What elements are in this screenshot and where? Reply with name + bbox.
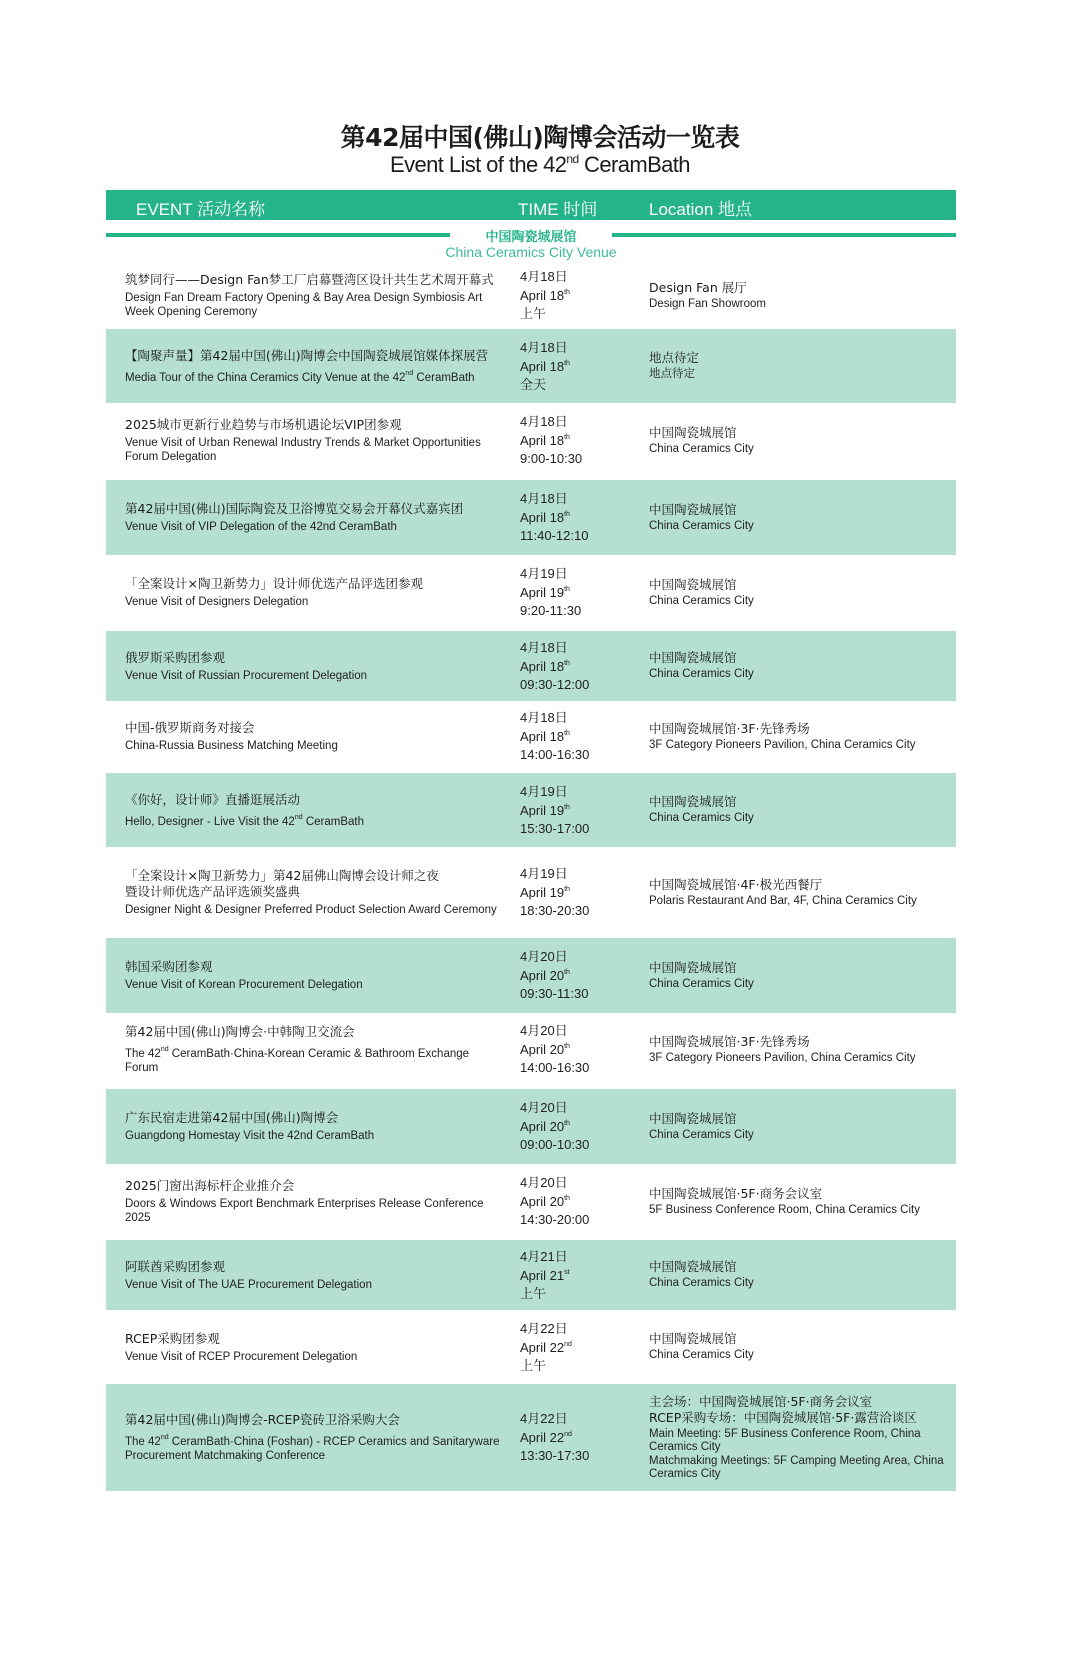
event-location-en: China Ceramics City xyxy=(649,519,754,532)
event-time: 09:00-10:30 xyxy=(520,1137,590,1152)
event-name-cn: 「全案设计×陶卫新势力」设计师优选产品评选团参观 xyxy=(125,576,423,591)
event-location-cell xyxy=(649,405,949,476)
event-name-cell xyxy=(125,1089,505,1164)
event-name-cn: 2025门窗出海标杆企业推介会 xyxy=(125,1178,295,1193)
event-row xyxy=(106,480,956,555)
event-date-en xyxy=(520,1427,630,1446)
event-time-cell xyxy=(520,1089,630,1164)
date-en-text: April 21 xyxy=(520,1267,565,1283)
event-name-cell xyxy=(125,703,505,770)
event-location-cell xyxy=(649,480,949,555)
event-name-cn: 第42届中国(佛山)陶博会·中韩陶卫交流会 xyxy=(125,1024,355,1039)
event-time-cell xyxy=(520,1166,630,1237)
date-en-text: April 18 xyxy=(520,729,565,744)
event-time: 11:40-12:10 xyxy=(520,528,589,543)
event-name-cn: 《你好，设计师》直播逛展活动 xyxy=(125,791,301,807)
event-name-cell xyxy=(125,631,505,701)
event-name-cn: 筑梦同行——Design Fan梦工厂启幕暨湾区设计共生艺术周开幕式 xyxy=(125,272,494,287)
event-name-cell xyxy=(125,938,505,1013)
event-time-cell xyxy=(520,631,630,701)
event-name-en xyxy=(125,1129,505,1143)
event-row xyxy=(106,938,956,1013)
event-location-en: China Ceramics City xyxy=(649,1128,754,1141)
event-name-cn-line2: 暨设计师优选产品评选颁奖盛典 xyxy=(125,884,301,899)
event-location-en: China Ceramics City xyxy=(649,977,754,990)
date-ordinal: th xyxy=(564,969,570,976)
event-date-cn: 4月18日 xyxy=(520,269,568,284)
event-name-en xyxy=(125,1278,505,1292)
event-location-cn: 中国陶瓷城展馆 xyxy=(649,1259,737,1275)
event-name-cn: 第42届中国(佛山)国际陶瓷及卫浴博览交易会开幕仪式嘉宾团 xyxy=(125,501,464,516)
event-location-en: China Ceramics City xyxy=(649,812,754,825)
event-name-cell xyxy=(125,1166,505,1237)
ordinal-suffix: nd xyxy=(160,1434,169,1441)
event-name-en-text: Venue Visit of RCEP Procurement Delegation xyxy=(125,1350,358,1363)
date-ordinal: th xyxy=(564,359,570,367)
event-location-cell xyxy=(649,264,949,327)
date-en-text: April 19 xyxy=(520,885,565,900)
event-date-en xyxy=(520,656,630,675)
event-row xyxy=(106,703,956,770)
event-name-en-text: Media Tour of the China Ceramics City Venue at the 42 xyxy=(125,371,406,384)
event-location-cell xyxy=(649,938,949,1013)
header-time: TIME 时间 xyxy=(518,200,598,219)
date-en-text: April 18 xyxy=(520,288,565,303)
event-name-cn: RCEP采购团参观 xyxy=(125,1330,220,1346)
date-en-text: April 20 xyxy=(520,968,565,983)
event-location-cell xyxy=(649,1384,949,1491)
event-location-cn: 中国陶瓷城展馆 xyxy=(649,501,737,517)
event-name-cell xyxy=(125,1014,505,1085)
event-name-en-tail: CeramBath xyxy=(413,371,475,384)
date-ordinal: th xyxy=(564,659,570,667)
event-location-cell xyxy=(649,849,949,936)
date-ordinal: th xyxy=(564,886,570,893)
event-location-cell xyxy=(649,631,949,701)
event-location-cn: 中国陶瓷城展馆 xyxy=(649,576,737,592)
event-name-en-text: Designer Night & Designer Preferred Product Selection Award Ceremony xyxy=(125,904,497,916)
event-location-en: 3F Category Pioneers Pavilion, China Ceramics City xyxy=(649,1051,916,1064)
event-date-en xyxy=(520,1337,630,1356)
date-ordinal: nd xyxy=(564,1340,572,1348)
event-name-en xyxy=(125,978,505,992)
date-ordinal: th xyxy=(564,434,570,441)
event-name-cell xyxy=(125,849,505,936)
event-time: 上午 xyxy=(520,306,547,321)
event-row xyxy=(106,1089,956,1164)
event-row xyxy=(106,1014,956,1085)
event-time-cell xyxy=(520,1014,630,1085)
event-date-en xyxy=(520,1039,630,1058)
event-location-en: China Ceramics City xyxy=(649,594,754,607)
event-time-cell xyxy=(520,773,630,847)
event-location-cell xyxy=(649,773,949,847)
event-name-en-tail: CeramBath·China (Foshan) - RCEP Ceramics and Sanitaryware Procurement Matchmaking Conference xyxy=(125,1436,500,1462)
event-date-cn: 4月19日 xyxy=(520,566,568,581)
date-en-text: April 18 xyxy=(520,433,565,448)
page-title-cn: 第42届中国(佛山)陶博会活动一览表 xyxy=(340,123,740,152)
event-name-en-text: Guangdong Homestay Visit the 42nd CeramBath xyxy=(125,1130,375,1142)
event-time: 9:20-11:30 xyxy=(520,603,582,618)
event-location-cn: 中国陶瓷城展馆 xyxy=(649,1331,737,1347)
ordinal-suffix: nd xyxy=(294,813,303,821)
event-date-en xyxy=(520,430,630,449)
event-location-cn: 中国陶瓷城展馆 xyxy=(649,1110,737,1126)
event-date-cn: 4月22日 xyxy=(520,1320,568,1336)
date-ordinal: th xyxy=(564,1195,570,1202)
date-en-text: April 18 xyxy=(520,510,565,525)
title-en-prefix: Event List of the 42 xyxy=(390,152,567,177)
event-date-cn: 4月18日 xyxy=(520,414,568,429)
event-date-cn: 4月20日 xyxy=(520,1100,568,1115)
event-location-en: 5F Business Conference Room, China Ceramics City xyxy=(649,1203,920,1216)
event-time-cell xyxy=(520,1384,630,1491)
event-name-en-text: Venue Visit of VIP Delegation of the 42nd CeramBath xyxy=(125,521,397,533)
table-header xyxy=(106,190,956,220)
header-location: Location 地点 xyxy=(649,200,752,219)
event-location-cn: 主会场：中国陶瓷城展馆·5F·商务会议室 xyxy=(649,1393,873,1409)
event-name-cell xyxy=(125,329,505,403)
event-row xyxy=(106,1313,956,1381)
date-en-text: April 18 xyxy=(520,358,565,374)
section-divider-right xyxy=(612,233,956,237)
event-name-en-text: Venue Visit of The UAE Procurement Delegation xyxy=(125,1278,372,1291)
event-location-cn: 中国陶瓷城展馆 xyxy=(649,794,737,810)
event-name-en xyxy=(125,1431,505,1463)
event-name-en-text: Doors & Windows Export Benchmark Enterprises Release Conference 2025 xyxy=(125,1198,484,1224)
event-date-en xyxy=(520,965,630,984)
event-date-cn: 4月21日 xyxy=(520,1248,568,1264)
event-name-cell xyxy=(125,1384,505,1491)
event-date-en xyxy=(520,1191,630,1210)
event-location-en: Design Fan Showroom xyxy=(649,297,766,310)
event-date-cn: 4月18日 xyxy=(520,710,568,725)
event-name-en-text: Venue Visit of Designers Delegation xyxy=(125,596,309,608)
event-time: 14:00-16:30 xyxy=(520,747,590,762)
event-name-cn: 阿联酋采购团参观 xyxy=(125,1258,226,1274)
event-name-cn: 广东民宿走进第42届中国(佛山)陶博会 xyxy=(125,1110,339,1125)
event-name-cn: 【陶聚声量】第42届中国(佛山)陶博会中国陶瓷城展馆媒体探展营 xyxy=(125,347,489,363)
event-name-en-text: Venue Visit of Russian Procurement Delegation xyxy=(125,669,368,682)
event-name-en-text: The 42 xyxy=(125,1436,161,1448)
event-row xyxy=(106,1166,956,1237)
event-time: 14:00-16:30 xyxy=(520,1060,590,1075)
event-time: 9:00-10:30 xyxy=(520,451,583,466)
event-location-cell xyxy=(649,329,949,403)
event-location-cn: 中国陶瓷城展馆·4F·极光西餐厅 xyxy=(649,876,823,892)
event-location-en: China Ceramics City xyxy=(649,442,754,455)
event-time-cell xyxy=(520,703,630,770)
title-en-ordinal: nd xyxy=(566,152,579,166)
date-ordinal: nd xyxy=(564,1431,572,1438)
event-time-cell xyxy=(520,480,630,555)
event-row xyxy=(106,631,956,701)
event-name-en xyxy=(125,739,505,753)
date-en-text: April 20 xyxy=(520,1194,565,1209)
event-time: 14:30-20:00 xyxy=(520,1212,590,1227)
event-location-cn-2: RCEP采购专场：中国陶瓷城展馆·5F·露营洽谈区 xyxy=(649,1409,917,1425)
date-ordinal: th xyxy=(564,586,570,593)
date-ordinal: st xyxy=(564,1268,570,1276)
event-row xyxy=(106,773,956,847)
date-ordinal: th xyxy=(564,1043,570,1050)
event-name-en xyxy=(125,1197,505,1225)
date-ordinal: th xyxy=(564,803,570,811)
event-location-cn: 中国陶瓷城展馆·3F·先锋秀场 xyxy=(649,1033,810,1049)
event-name-en xyxy=(125,903,505,917)
date-ordinal: th xyxy=(564,1120,570,1127)
event-name-en-text: The 42 xyxy=(125,1048,161,1060)
section-divider-left xyxy=(106,233,450,237)
event-location-cell xyxy=(649,1014,949,1085)
event-time: 15:30-17:00 xyxy=(520,820,590,836)
event-date-en xyxy=(520,507,630,526)
ordinal-suffix: nd xyxy=(160,1046,169,1053)
event-name-cn: 中国-俄罗斯商务对接会 xyxy=(125,720,255,735)
event-name-cell xyxy=(125,773,505,847)
event-name-cn: 俄罗斯采购团参观 xyxy=(125,649,226,665)
event-time: 13:30-17:30 xyxy=(520,1448,590,1463)
event-time-cell xyxy=(520,849,630,936)
page-title-en xyxy=(0,152,1080,178)
event-date-en xyxy=(520,882,630,901)
event-date-en xyxy=(520,1265,630,1284)
event-time-cell xyxy=(520,1240,630,1310)
event-name-cell xyxy=(125,405,505,476)
event-date-cn: 4月20日 xyxy=(520,949,568,964)
event-location-cell xyxy=(649,703,949,770)
event-row xyxy=(106,264,956,327)
date-en-text: April 22 xyxy=(520,1430,565,1445)
event-name-en-text: China-Russia Business Matching Meeting xyxy=(125,740,338,752)
event-time: 09:30-12:00 xyxy=(520,676,590,692)
event-date-cn: 4月20日 xyxy=(520,1023,568,1038)
event-location-cn: 中国陶瓷城展馆·5F·商务会议室 xyxy=(649,1185,823,1201)
event-name-cn: 韩国采购团参观 xyxy=(125,959,213,974)
title-en-suffix: CeramBath xyxy=(578,152,690,177)
event-location-cn: 中国陶瓷城展馆·3F·先锋秀场 xyxy=(649,720,810,736)
event-date-en xyxy=(520,1116,630,1135)
event-time: 全天 xyxy=(520,376,547,392)
event-date-cn: 4月22日 xyxy=(520,1411,568,1426)
event-location-en: Polaris Restaurant And Bar, 4F, China Ceramics City xyxy=(649,894,917,907)
date-en-text: April 22 xyxy=(520,1339,565,1355)
date-en-text: April 20 xyxy=(520,1119,565,1134)
event-date-en xyxy=(520,800,630,819)
event-location-cell xyxy=(649,1313,949,1381)
event-name-cell xyxy=(125,1313,505,1381)
event-time-cell xyxy=(520,329,630,403)
event-location-en-2: Matchmaking Meetings: 5F Camping Meeting Area, China Ceramics City xyxy=(649,1454,944,1480)
event-name-en-text: Venue Visit of Urban Renewal Industry Trends & Market Opportunities Forum Delegation xyxy=(125,437,481,463)
event-date-cn: 4月19日 xyxy=(520,866,568,881)
event-location-cell xyxy=(649,1089,949,1164)
event-time: 09:30-11:30 xyxy=(520,986,589,1001)
event-location-cn: 中国陶瓷城展馆 xyxy=(649,424,737,440)
event-time-cell xyxy=(520,938,630,1013)
event-row xyxy=(106,329,956,403)
event-name-en xyxy=(125,811,505,829)
event-name-en-tail: CeramBath xyxy=(302,815,364,828)
event-name-en xyxy=(125,291,505,319)
event-name-cell xyxy=(125,1240,505,1310)
event-date-cn: 4月19日 xyxy=(520,783,568,799)
event-date-en xyxy=(520,726,630,745)
event-date-cn: 4月18日 xyxy=(520,639,568,655)
event-time: 上午 xyxy=(520,1357,547,1373)
event-name-en xyxy=(125,669,505,683)
event-name-en-text: Design Fan Dream Factory Opening & Bay Area Design Symbiosis Art Week Opening Ceremony xyxy=(125,292,483,318)
event-name-cn: 第42届中国(佛山)陶博会-RCEP瓷砖卫浴采购大会 xyxy=(125,1412,400,1427)
event-name-en-text: Venue Visit of Korean Procurement Delegation xyxy=(125,979,363,991)
event-row xyxy=(106,1240,956,1310)
event-name-cell xyxy=(125,480,505,555)
event-name-en xyxy=(125,595,505,609)
event-name-cn: 2025城市更新行业趋势与市场机遇论坛VIP团参观 xyxy=(125,417,402,432)
event-name-en xyxy=(125,1043,505,1075)
date-en-text: April 19 xyxy=(520,585,565,600)
event-time-cell xyxy=(520,1313,630,1381)
event-location-en: China Ceramics City xyxy=(649,668,754,681)
event-location-cell xyxy=(649,557,949,628)
event-name-en-tail: CeramBath·China-Korean Ceramic & Bathroom Exchange Forum xyxy=(125,1048,470,1074)
event-location-cell xyxy=(649,1240,949,1310)
event-location-cn: 中国陶瓷城展馆 xyxy=(649,650,737,666)
event-name-en xyxy=(125,520,505,534)
event-location-en: 地点待定 xyxy=(649,368,695,381)
event-date-cn: 4月18日 xyxy=(520,339,568,355)
event-location-en: China Ceramics City xyxy=(649,1277,754,1290)
event-row xyxy=(106,849,956,936)
event-date-en xyxy=(520,285,630,304)
section-title-cn: 中国陶瓷城展馆 xyxy=(485,230,577,245)
event-time: 上午 xyxy=(520,1285,547,1301)
event-row xyxy=(106,405,956,476)
date-ordinal: th xyxy=(564,730,570,737)
date-ordinal: th xyxy=(564,289,570,296)
event-location-en: China Ceramics City xyxy=(649,1349,754,1362)
header-event: EVENT 活动名称 xyxy=(136,200,266,219)
event-location-cn: 中国陶瓷城展馆 xyxy=(649,959,737,975)
date-ordinal: th xyxy=(564,511,570,518)
event-time: 18:30-20:30 xyxy=(520,903,590,918)
event-name-cell xyxy=(125,557,505,628)
event-time-cell xyxy=(520,264,630,327)
event-name-en xyxy=(125,436,505,464)
event-row xyxy=(106,557,956,628)
event-date-en xyxy=(520,582,630,601)
event-date-cn: 4月18日 xyxy=(520,491,568,506)
event-name-en xyxy=(125,367,505,385)
event-time-cell xyxy=(520,405,630,476)
date-en-text: April 20 xyxy=(520,1042,565,1057)
event-name-cell xyxy=(125,264,505,327)
event-location-en: Main Meeting: 5F Business Conference Room, China Ceramics City xyxy=(649,1427,921,1453)
date-en-text: April 19 xyxy=(520,802,565,818)
event-row xyxy=(106,1384,956,1491)
event-time-cell xyxy=(520,557,630,628)
event-name-en-text: Hello, Designer - Live Visit the 42 xyxy=(125,815,295,828)
event-date-cn: 4月20日 xyxy=(520,1175,568,1190)
section-title-en: China Ceramics City Venue xyxy=(445,244,617,260)
event-location-cn: 地点待定 xyxy=(649,350,700,366)
event-date-en xyxy=(520,356,630,375)
event-location-cell xyxy=(649,1166,949,1237)
event-name-en xyxy=(125,1350,505,1364)
event-name-cn: 「全案设计×陶卫新势力」第42届佛山陶博会设计师之夜 xyxy=(125,868,439,883)
date-en-text: April 18 xyxy=(520,658,565,674)
event-location-en: 3F Category Pioneers Pavilion, China Ceramics City xyxy=(649,738,916,751)
event-location-cn: Design Fan 展厅 xyxy=(649,279,747,295)
ordinal-suffix: nd xyxy=(405,369,414,377)
